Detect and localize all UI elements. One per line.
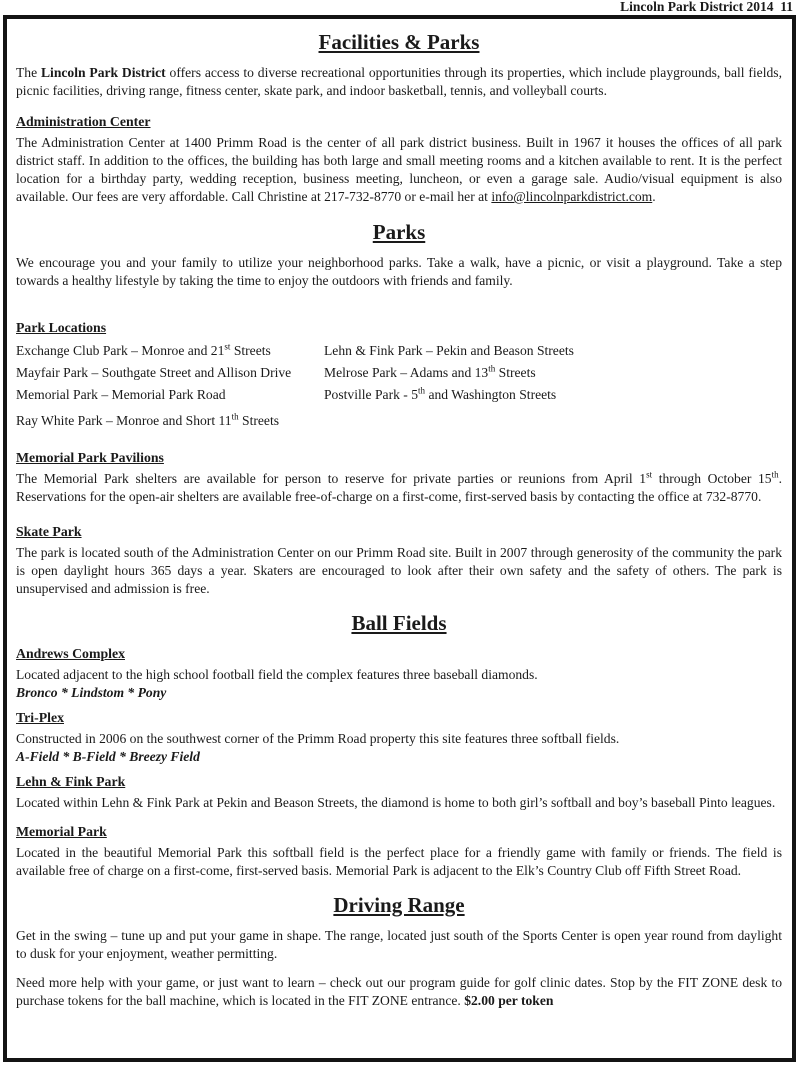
memorial-park-pavilions-paragraph: The Memorial Park shelters are available for person to reserve for private parties or reunions from April 1st through October 15th. Reservations for the open-air shelters are available free-of-charge on a first-come, first-served basis by contacting the office at 732-8770. (16, 469, 782, 504)
list-item: Memorial Park – Memorial Park Road (16, 387, 226, 402)
admin-body-text: The Administration Center at 1400 Primm Road is the center of all park district business. Built in 1967 it houses the offices of all park district staff. In addition to the offices, the building has both large and small meeting rooms and a kitchen available to rent. It is the perfect location for a birthday party, wedding reception, business meeting, luncheon, or even a garage sale. Audio/visual equipment is also available. Our fees are very affordable. Call Christine at 217-732-8770 or e-mail her at (16, 135, 782, 204)
heading-park-locations: Park Locations (16, 320, 107, 335)
administration-center-paragraph (16, 134, 782, 206)
heading-lehn-fink-park: Lehn & Fink Park (16, 774, 126, 789)
lehn-fink-park-paragraph: Located within Lehn & Fink Park at Pekin and Beason Streets, the diamond is home to both girl’s softball and boy’s baseball Pinto leagues. (16, 795, 776, 810)
heading-memorial-park: Memorial Park (16, 824, 107, 839)
andrews-complex-paragraph: Located adjacent to the high school football field the complex features three baseball diamonds. (16, 667, 538, 682)
driving-range-paragraph-2 (16, 974, 782, 1010)
andrews-complex-fields: Bronco * Lindstom * Pony (16, 685, 167, 700)
driving-p2-text: Need more help with your game, or just want to learn – check out our program guide for golf clinic dates. Stop by the FIT ZONE desk to purchase tokens for the ball machine, which is located in the FIT ZONE entrance. (16, 975, 782, 1008)
list-item: Melrose Park – Adams and 13th Streets (324, 363, 536, 380)
list-item: Lehn & Fink Park – Pekin and Beason Streets (324, 343, 574, 358)
content-frame (3, 15, 796, 1062)
park-locations-right-column (324, 340, 782, 432)
section-title-facilities-parks: Facilities & Parks (318, 30, 480, 54)
heading-andrews-complex: Andrews Complex (16, 646, 125, 661)
heading-skate-park: Skate Park (16, 524, 82, 539)
list-item: Mayfair Park – Southgate Street and Allison Drive (16, 365, 292, 380)
admin-after-email: . (652, 189, 656, 204)
intro-text-post: offers access to diverse recreational opportunities through its properties, which include playgrounds, ball fields, picnic facilities, driving range, fitness center, skate park, and indoor basketball, tennis, and volleyball courts. (16, 65, 782, 98)
park-locations-left-column (16, 340, 324, 432)
section-title-parks: Parks (372, 220, 426, 244)
facilities-intro-paragraph (16, 64, 782, 100)
heading-tri-plex: Tri-Plex (16, 710, 65, 725)
park-locations-list (16, 340, 782, 432)
token-price-bold: $2.00 per token (464, 993, 554, 1008)
district-name-bold: Lincoln Park District (40, 65, 166, 80)
skate-park-paragraph: The park is located south of the Administration Center on our Primm Road site. Built in 2007 through generosity of the community the park is open daylight hours 365 days a year. Skaters are encouraged to look after their own safety and the safety of others. The park is unsupervised and admission is free. (16, 545, 782, 596)
section-title-ball-fields: Ball Fields (351, 611, 447, 635)
intro-text-pre: The (16, 65, 41, 80)
section-title-driving-range: Driving Range (333, 893, 465, 917)
list-item: Postville Park - 5th and Washington Streets (324, 385, 557, 402)
tri-plex-paragraph: Constructed in 2006 on the southwest corner of the Primm Road property this site features three softball fields. (16, 731, 620, 746)
tri-plex-fields: A-Field * B-Field * Breezy Field (16, 749, 200, 764)
driving-range-paragraph-1: Get in the swing – tune up and put your game in shape. The range, located just south of the Sports Center is open year round from daylight to dusk for your enjoyment, weather permitting. (16, 928, 782, 961)
heading-memorial-park-pavilions: Memorial Park Pavilions (16, 450, 164, 465)
list-item: Ray White Park – Monroe and Short 11th Streets (16, 411, 280, 428)
list-item: Exchange Club Park – Monroe and 21st Streets (16, 341, 271, 358)
email-link[interactable]: info@lincolnparkdistrict.com (491, 189, 653, 204)
memorial-park-paragraph: Located in the beautiful Memorial Park this softball field is the perfect place for a friendly game with family or friends. The field is available free of charge on a first-come, first-served basis. Memorial Park is adjacent to the Elk’s Country Club off Fifth Street Road. (16, 845, 782, 878)
heading-administration-center: Administration Center (16, 114, 151, 129)
parks-intro-paragraph: We encourage you and your family to utilize your neighborhood parks. Take a walk, have a picnic, or visit a playground. Take a step towards a healthy lifestyle by taking the time to enjoy the outdoors with friends and family. (16, 255, 782, 288)
page-header: Lincoln Park District 2014 11 (620, 0, 793, 14)
